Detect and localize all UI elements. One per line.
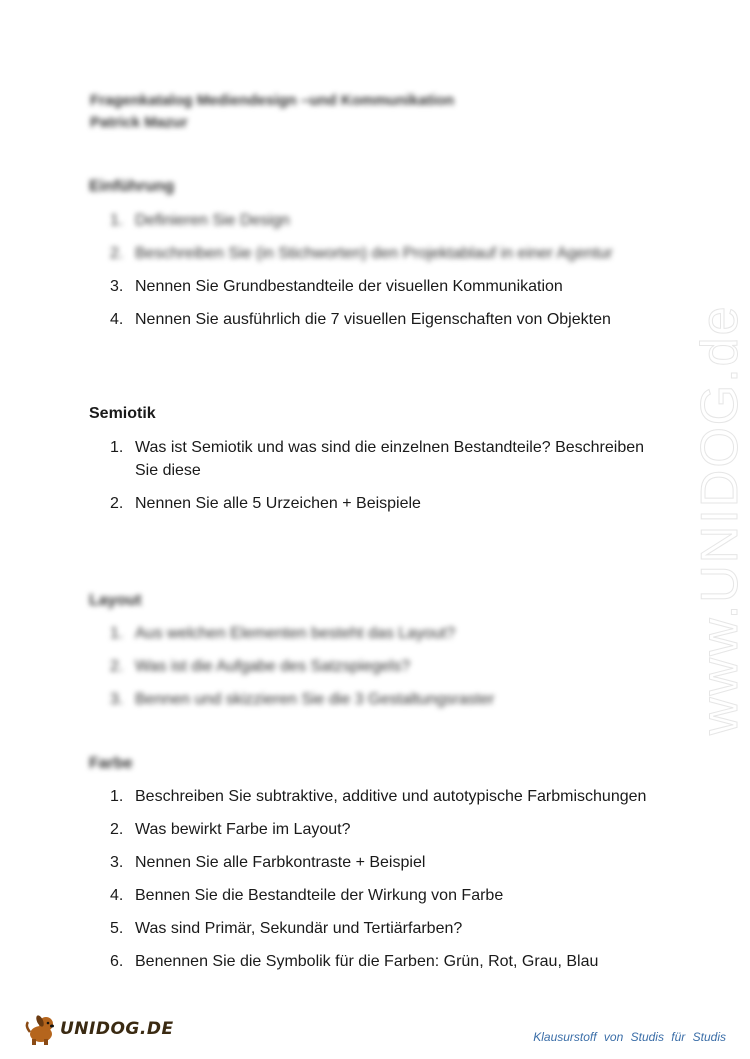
question-list-layout: [89, 622, 659, 711]
question-list-semiotik: [89, 436, 659, 515]
section-title-farbe: Farbe: [89, 755, 133, 772]
dog-icon: [24, 1012, 58, 1046]
question-item: 1. Definieren Sie Design: [110, 212, 290, 229]
watermark: www.UNIDOG.de: [691, 304, 749, 735]
question-list-einfuehrung: [89, 209, 659, 331]
section-title-layout: Layout: [89, 592, 142, 609]
document-header: [90, 90, 454, 134]
section-title-einfuehrung: Einführung: [89, 178, 175, 195]
question-item: 2. Was bewirkt Farbe im Layout?: [110, 821, 351, 838]
question-item: 2. Nennen Sie alle 5 Urzeichen + Beispiele: [110, 495, 421, 512]
question-list-farbe: [89, 785, 659, 973]
question-item: 2. Was ist die Aufgabe des Satzspiegels?: [110, 658, 411, 675]
question-item: 1. Was ist Semiotik und was sind die einzelnen Bestandteile? Beschreiben Sie diese: [110, 439, 645, 479]
question-item: 5. Was sind Primär, Sekundär und Tertiärfarben?: [110, 920, 463, 937]
unidog-logo[interactable]: [24, 1012, 174, 1046]
question-item: 1. Aus welchen Elementen besteht das Layout?: [110, 625, 456, 642]
section-title-semiotik: Semiotik: [89, 405, 156, 422]
document-title: Fragenkatalog Mediendesign –und Kommunikation: [90, 92, 455, 109]
question-item: 6. Benennen Sie die Symbolik für die Farben: Grün, Rot, Grau, Blau: [110, 953, 599, 970]
question-item: 4. Nennen Sie ausführlich die 7 visuellen Eigenschaften von Objekten: [110, 311, 611, 328]
question-item: 4. Bennen Sie die Bestandteile der Wirkung von Farbe: [110, 887, 504, 904]
footer-tagline: Klausurstoff von Studis für Studis: [533, 1030, 726, 1044]
question-item: 3. Nennen Sie Grundbestandteile der visuellen Kommunikation: [110, 278, 563, 295]
document-author: Patrick Mazur: [90, 114, 188, 131]
logo-text: UNIDOG.DE: [60, 1019, 174, 1039]
question-item: 2. Beschreiben Sie (in Stichworten) den Projektablauf in einer Agentur: [110, 245, 613, 262]
question-item: 3. Bennen und skizzieren Sie die 3 Gestaltungsraster: [110, 691, 495, 708]
question-item: 1. Beschreiben Sie subtraktive, additive und autotypische Farbmischungen: [110, 788, 647, 805]
question-item: 3. Nennen Sie alle Farbkontraste + Beispiel: [110, 854, 426, 871]
